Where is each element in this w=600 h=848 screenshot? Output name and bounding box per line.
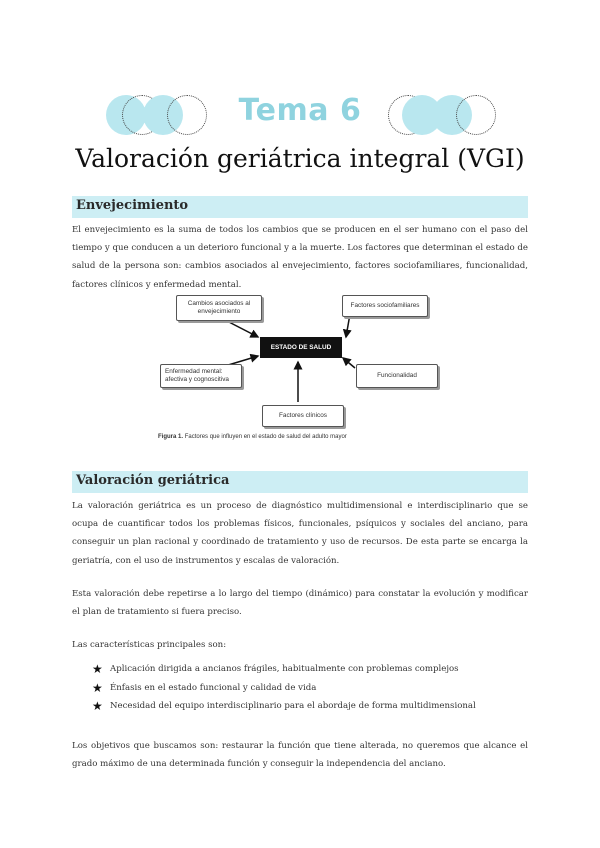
topic-label: Tema 6 bbox=[238, 93, 362, 128]
node-funcionalidad: Funcionalidad bbox=[356, 364, 438, 388]
figure-caption bbox=[158, 434, 347, 440]
paragraph-objetivos: Los objetivos que buscamos son: restaurar la función que tiene alterada, no queremos que alcance el grado máximo de una determinada función y conseguir la independencia del anciano. bbox=[72, 741, 528, 770]
caption-label: Figura 1. bbox=[158, 434, 184, 440]
page-title: Valoración geriátrica integral (VGI) bbox=[75, 144, 525, 173]
section-heading: Envejecimiento bbox=[76, 198, 189, 213]
arrow-icon bbox=[346, 314, 350, 337]
arrow-icon bbox=[225, 320, 258, 337]
star-icon: ★ bbox=[92, 662, 103, 677]
list-item-text: Aplicación dirigida a ancianos frágiles, habitualmente con problemas complejos bbox=[110, 664, 459, 675]
paragraph-definicion: La valoración geriátrica es un proceso de diagnóstico multidimensional e interdisciplinario que se ocupa de cuantificar todos los problemas físicos, funcionales, psíquicos y sociales del anciano, para conseguir un plan racional y coordinado de tratamiento y uso de recursos. De esta parte se encarga la geriatría, con el uso de instrumentos y escalas de valoración. bbox=[72, 501, 528, 566]
caption-text: Factores que influyen en el estado de salud del adulto mayor bbox=[184, 434, 347, 440]
list-item bbox=[92, 679, 476, 698]
node-estado-salud: ESTADO DE SALUD bbox=[260, 337, 342, 358]
node-factores-sociofamiliares: Factores sociofamiliares bbox=[342, 295, 428, 317]
star-icon: ★ bbox=[92, 680, 103, 695]
characteristics-list bbox=[92, 660, 476, 716]
star-icon: ★ bbox=[92, 699, 103, 714]
arrow-icon bbox=[343, 358, 355, 368]
section-header-valoracion bbox=[72, 471, 528, 493]
list-item bbox=[92, 697, 476, 716]
list-item bbox=[92, 660, 476, 679]
node-enfermedad-mental: Enfermedad mental: afectiva y cognoscitiva bbox=[160, 364, 242, 388]
paragraph-envejecimiento: El envejecimiento es la suma de todos los cambios que se producen en el ser humano con el paso del tiempo y que conducen a un deterioro funcional y a la muerte. Los factores que determinan el estado de salud de la persona son: cambios asociados al envejecimiento, factores sociofamiliares, funcionalidad, factores clínicos y enfermedad mental. bbox=[72, 225, 528, 290]
list-item-text: Énfasis en el estado funcional y calidad de vida bbox=[110, 682, 317, 693]
node-factores-clinicos: Factores clínicos bbox=[262, 405, 344, 427]
paragraph-dinamico: Esta valoración debe repetirse a lo largo del tiempo (dinámico) para constatar la evolución y modificar el plan de tratamiento si fuera preciso. bbox=[72, 589, 528, 618]
section-heading: Valoración geriátrica bbox=[76, 473, 230, 488]
paragraph-caracteristicas: Las características principales son: bbox=[72, 640, 227, 650]
list-item-text: Necesidad del equipo interdisciplinario para el abordaje de forma multidimensional bbox=[110, 701, 476, 712]
node-cambios-envejecimiento: Cambios asociados al envejecimiento bbox=[176, 295, 262, 321]
section-header-envejecimiento bbox=[72, 196, 528, 218]
